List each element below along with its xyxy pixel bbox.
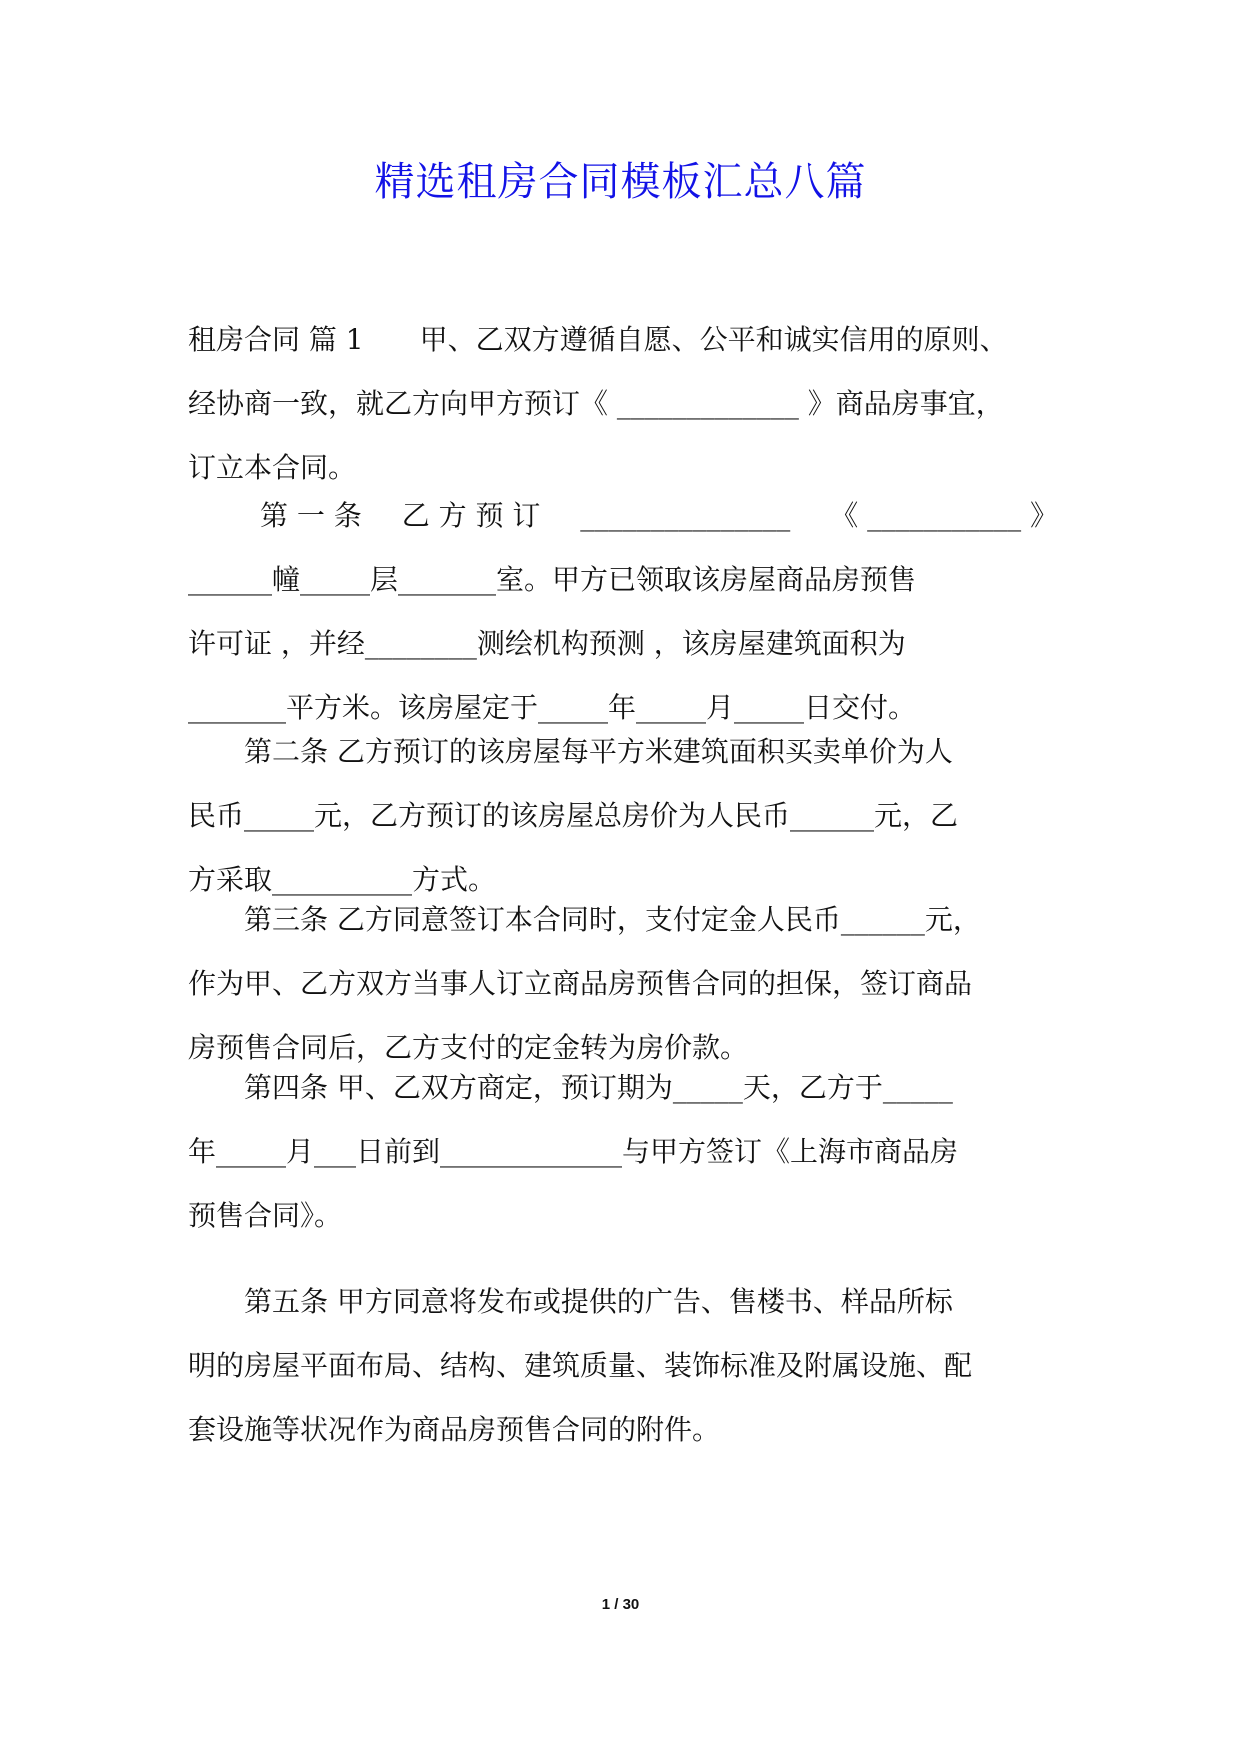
article-4-line-1: 第四条 甲、乙双方商定，预订期为_____天，乙方于_____ <box>244 1071 953 1104</box>
article-4-line-2: 年_____月___日前到_____________与甲方签订《上海市商品房 <box>188 1135 959 1168</box>
intro-line-1 <box>188 308 1058 372</box>
article-1-text-a: 乙 方 预 订 <box>401 499 541 532</box>
article-2 <box>188 720 1058 912</box>
article-4 <box>188 1056 1058 1248</box>
article-1-line-2: ______幢_____层_______室。甲方已领取该房屋商品房预售 <box>188 563 917 596</box>
article-5-line-3: 套设施等状况作为商品房预售合同的附件。 <box>188 1413 721 1446</box>
article-3-line-3: 房预售合同后，乙方支付的定金转为房价款。 <box>188 1031 749 1064</box>
document-title: 精选租房合同模板汇总八篇 <box>374 159 867 205</box>
article-5 <box>188 1270 1058 1462</box>
intro-paragraph <box>188 308 1058 500</box>
article-2-line-2: 民币_____元，乙方预订的该房屋总房价为人民币______元，乙 <box>188 799 959 832</box>
article-1-line-3: 许可证 ，并经________测绘机构预测 ，该房屋建筑面积为 <box>188 627 906 660</box>
article-1 <box>188 484 1058 740</box>
intro-line-3: 订立本合同。 <box>188 451 357 484</box>
page-number: 1 / 30 <box>601 1596 640 1613</box>
section-heading: 租房合同 篇 1 <box>188 323 364 356</box>
article-4-line-3: 预售合同》。 <box>188 1199 343 1232</box>
article-1-blank: _______________ <box>580 499 791 532</box>
article-5-line-2: 明的房屋平面布局、结构、建筑质量、装饰标准及附属设施、配 <box>188 1349 973 1382</box>
article-3-line-1: 第三条 乙方同意签订本合同时，支付定金人民币______元， <box>244 903 981 936</box>
article-1-line-4: _______平方米。该房屋定于_____年_____月_____日交付。 <box>188 691 917 724</box>
article-1-text-b: 《 ___________ 》 <box>830 499 1058 532</box>
article-3-line-2: 作为甲、乙方双方当事人订立商品房预售合同的担保，签订商品 <box>188 967 973 1000</box>
article-2-line-3: 方采取__________方式。 <box>188 863 497 896</box>
article-1-heading: 第 一 条 <box>260 499 362 532</box>
intro-line-2: 经协商一致，就乙方向甲方预订《 _____________ 》商品房事宜， <box>188 387 1004 420</box>
article-1-line-1 <box>188 484 1058 548</box>
article-2-line-1: 第二条 乙方预订的该房屋每平方米建筑面积买卖单价为人 <box>244 735 953 768</box>
article-5-line-1: 第五条 甲方同意将发布或提供的广告、售楼书、样品所标 <box>244 1285 953 1318</box>
intro-text: 甲、乙双方遵循自愿、公平和诚实信用的原则、 <box>419 323 1008 356</box>
article-3 <box>188 888 1058 1080</box>
